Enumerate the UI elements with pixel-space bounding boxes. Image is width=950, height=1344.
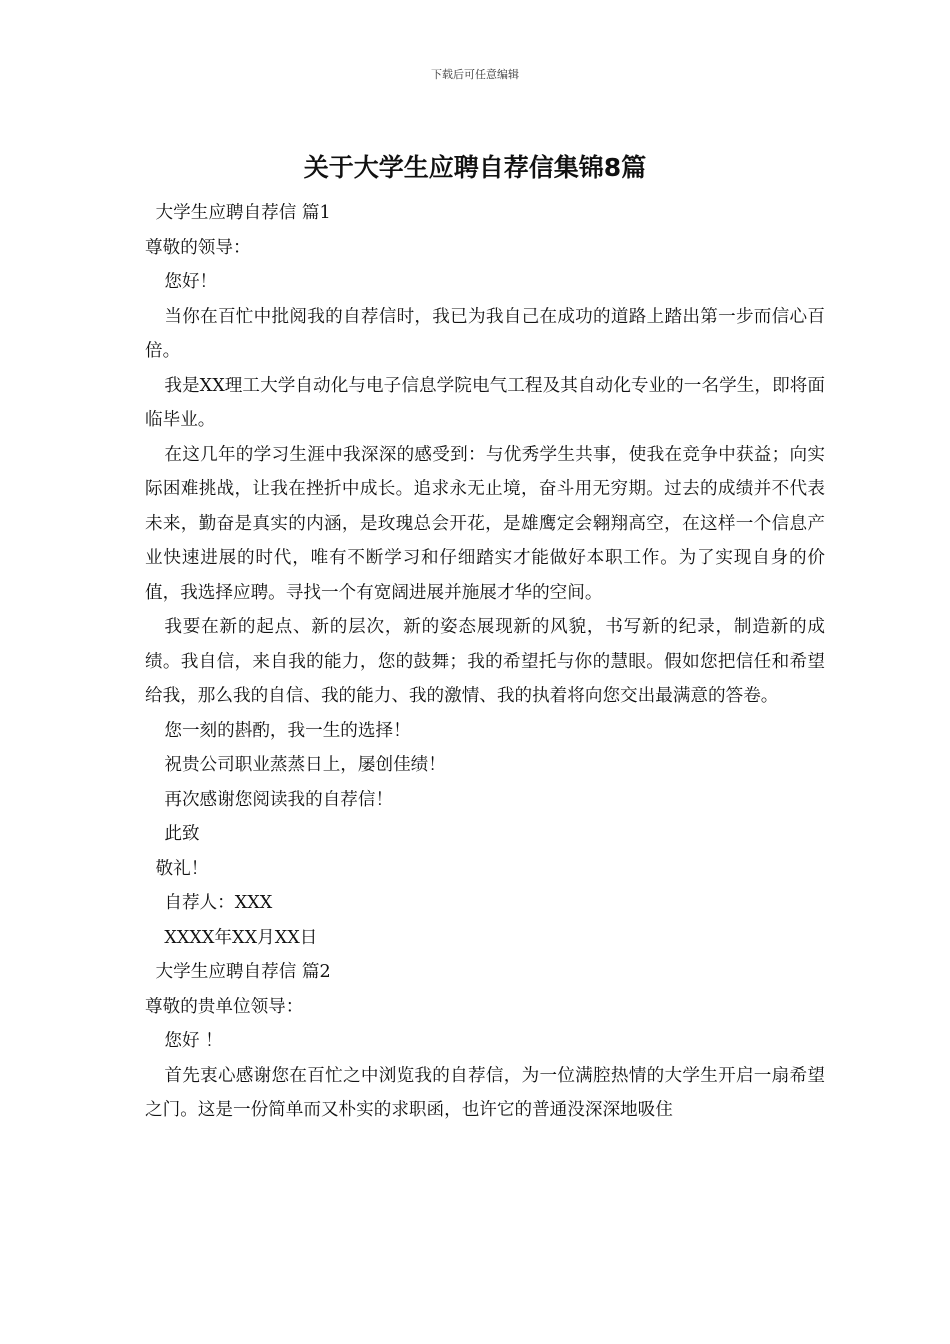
greeting: 您好 ！: [164, 1031, 223, 1051]
paragraph: 您一刻的斟酌，我一生的选择！: [164, 720, 411, 741]
greeting: 您好！: [164, 272, 218, 292]
closing-line: 此致: [164, 824, 200, 844]
section-heading-1: 大学生应聘自荐信 篇1: [155, 203, 331, 223]
paragraph: 首先衷心感谢您在百忙之中浏览我的自荐信，为一位满腔热情的大学生开启一扇希望之门。这是一份简单而又朴实的求职函，也许它的普通没深深地吸住: [145, 1065, 825, 1120]
salutation: 尊敬的领导：: [145, 237, 251, 258]
document-body: [145, 196, 825, 1128]
salutation: 尊敬的贵单位领导：: [145, 996, 304, 1017]
document-title: 关于大学生应聘自荐信集锦8篇: [303, 153, 647, 182]
paragraph: 祝贵公司职业蒸蒸日上，屡创佳绩！: [164, 755, 446, 775]
paragraph: 在这几年的学习生涯中我深深的感受到：与优秀学生共事，使我在竞争中获益；向实际困难挑战，让我在挫折中成长。追求永无止境，奋斗用无穷期。过去的成绩并不代表未来，勤奋是真实的内涵，是玫瑰总会开花，是雄鹰定会翱翔高空，在这样一个信息产业快速进展的时代，唯有不断学习和仔细踏实才能做好本职工作。为了实现自身的价值，我选择应聘。寻找一个有宽阔进展并施展才华的空间。: [145, 444, 825, 603]
closing-salute: 敬礼！: [155, 858, 209, 879]
paragraph: 我要在新的起点、新的层次，新的姿态展现新的风貌，书写新的纪录，制造新的成绩。我自信，来自我的能力，您的鼓舞；我的希望托与你的慧眼。假如您把信任和希望给我，那么我的自信、我的能力、我的激情、我的执着将向您交出最满意的答卷。: [145, 617, 825, 706]
paragraph: 当你在百忙中批阅我的自荐信时，我已为我自己在成功的道路上踏出第一步而信心百倍。: [145, 306, 825, 361]
header-note: 下载后可任意编辑: [431, 68, 519, 81]
date-line: XXXX年XX月XX日: [164, 927, 318, 948]
signature: 自荐人：XXX: [164, 893, 273, 913]
section-heading-2: 大学生应聘自荐信 篇2: [155, 962, 331, 982]
paragraph: 我是XX理工大学自动化与电子信息学院电气工程及其自动化专业的一名学生，即将面临毕业。: [145, 375, 825, 430]
paragraph: 再次感谢您阅读我的自荐信！: [164, 789, 394, 810]
